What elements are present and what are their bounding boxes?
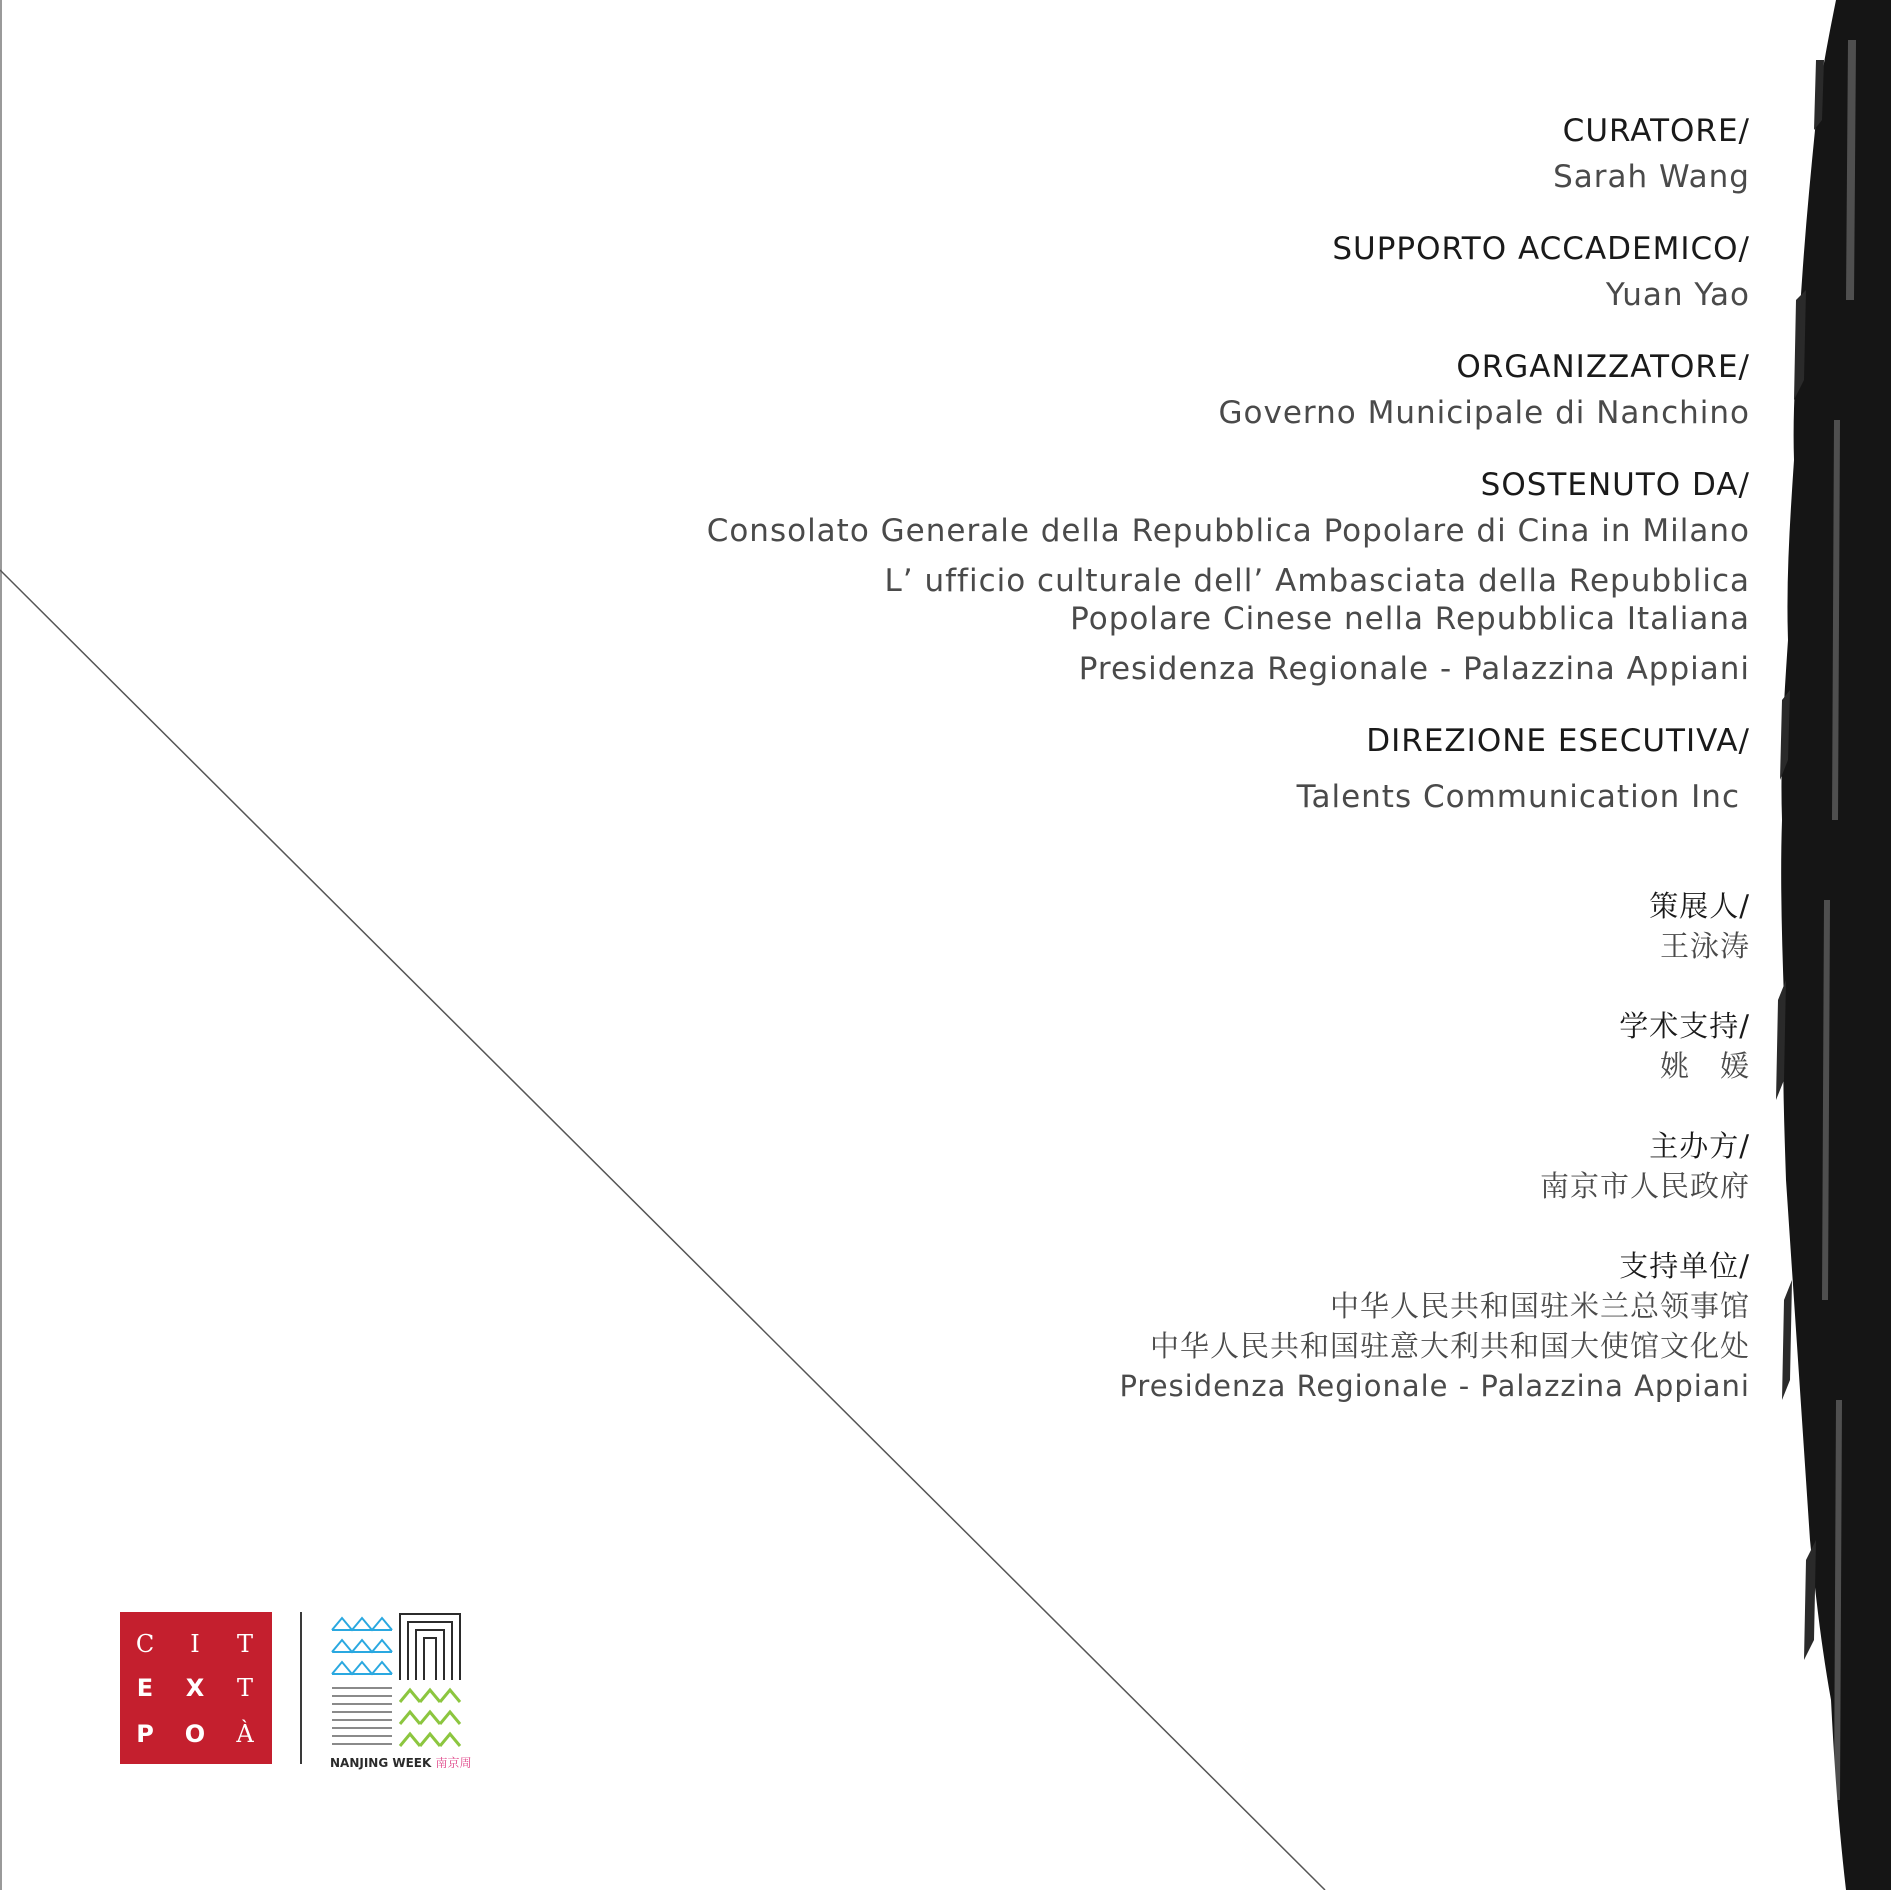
- credit-value: 王泳涛: [1659, 929, 1750, 963]
- credit-value-multiline: [550, 562, 1750, 638]
- nanjing-week-en: NANJING WEEK: [330, 1756, 432, 1770]
- logo-letter: X: [185, 1674, 205, 1702]
- credit-curatore: [550, 108, 1750, 200]
- credit-value: Popolare Cinese nella Repubblica Italiana: [1070, 601, 1750, 637]
- credit-value: Sarah Wang: [1553, 159, 1750, 195]
- logo-letter: I: [190, 1630, 200, 1658]
- credit-value: L’ ufficio culturale dell’ Ambasciata della Repubblica: [884, 563, 1750, 599]
- logo-letter: C: [135, 1630, 155, 1658]
- ink-brush-stroke: [1776, 0, 1891, 1890]
- credit-label: 策展人/: [1649, 889, 1750, 923]
- credit-value: 南京市人民政府: [1539, 1169, 1750, 1203]
- logo-letter: T: [236, 1674, 253, 1702]
- credit-value: 中华人民共和国驻意大利共和国大使馆文化处: [1149, 1329, 1750, 1363]
- credit-label: 支持单位/: [1619, 1249, 1750, 1283]
- citta-expo-logo: [120, 1612, 272, 1764]
- credit-organizzatore: [550, 344, 1750, 436]
- nanjing-week-cn: 南京周: [435, 1756, 472, 1770]
- credit-label: ORGANIZZATORE/: [1456, 349, 1750, 385]
- credits-block: [550, 108, 1750, 1446]
- credit-cn-organizer: [550, 1126, 1750, 1206]
- credit-value: Consolato Generale della Repubblica Popolare di Cina in Milano: [706, 513, 1750, 549]
- credit-value: Yuan Yao: [1605, 277, 1750, 313]
- credit-label: 主办方/: [1649, 1129, 1750, 1163]
- credit-sostenuto: [550, 462, 1750, 692]
- credit-supporto: [550, 226, 1750, 318]
- logo-letter: O: [184, 1720, 206, 1748]
- credit-label: SUPPORTO ACCADEMICO/: [1332, 231, 1750, 267]
- logo-letter: E: [136, 1674, 154, 1702]
- credit-value: Governo Municipale di Nanchino: [1218, 395, 1750, 431]
- credit-value: Presidenza Regionale - Palazzina Appiani: [1119, 1369, 1750, 1403]
- credit-label: SOSTENUTO DA/: [1480, 467, 1750, 503]
- credit-cn-curator: [550, 886, 1750, 966]
- credit-cn-academic: [550, 1006, 1750, 1086]
- credit-value: 中华人民共和国驻米兰总领事馆: [1329, 1289, 1750, 1323]
- credit-value: 姚 媛: [1659, 1049, 1750, 1083]
- logo-letter: P: [136, 1720, 154, 1748]
- credit-label: 学术支持/: [1619, 1009, 1750, 1043]
- credit-value: Talents Communication Inc: [1296, 779, 1740, 815]
- logo-divider: [300, 1612, 302, 1764]
- credit-label: DIREZIONE ESECUTIVA/: [1366, 723, 1750, 759]
- nanjing-week-text: [330, 1754, 472, 1771]
- logo-letter: T: [236, 1630, 253, 1658]
- credit-label: CURATORE/: [1562, 113, 1750, 149]
- credit-value: Presidenza Regionale - Palazzina Appiani: [1078, 651, 1750, 687]
- credits-chinese: [550, 886, 1750, 1406]
- logo-letter: À: [236, 1720, 254, 1748]
- credit-cn-support: [550, 1246, 1750, 1406]
- nanjing-week-logo: [330, 1612, 470, 1772]
- credit-direzione: [550, 718, 1750, 820]
